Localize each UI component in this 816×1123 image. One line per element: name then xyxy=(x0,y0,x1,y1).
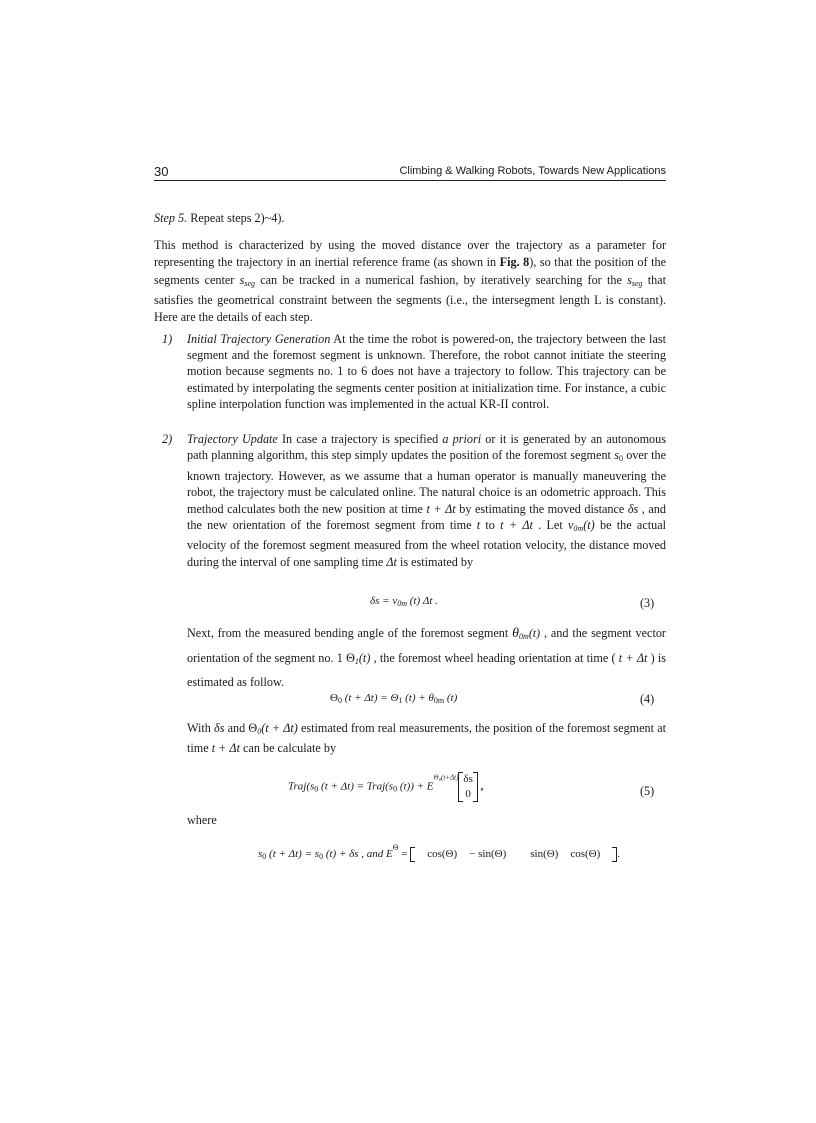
list-item-text: At the time the robot is powered-on, the trajectory between the last segment and the foremost segment is unknown. Therefore, the robot cannot initiate the steering motion because segments no. 1 to 6 does not have a trajectory to follow. This trajectory can be estimated by interpolating the segments center position at initialization time. For instance, a cubic spline interpolation function was implemented in the actual KR-II control. xyxy=(187,332,666,411)
text-run: ), so that the position of the segments center xyxy=(154,255,666,287)
step-5-paragraph xyxy=(154,210,666,227)
text-run: estimated from real measurements, the position of the foremost segment at time xyxy=(187,721,666,755)
step-5-text: Repeat steps 2)~4). xyxy=(190,211,285,225)
symbol-dt: Δt xyxy=(386,554,397,569)
list-number: 2) xyxy=(162,432,173,446)
symbol-ds: δs xyxy=(627,501,639,516)
symbol-theta1: $\Theta_1(t)$ xyxy=(346,650,371,666)
equation-4: $\Theta_0$ $(t + \Delta t) = \Theta_1$ $(t) + \theta_{0m}$ (t) xyxy=(330,692,458,705)
running-title: Climbing & Walking Robots, Towards New Applications xyxy=(399,165,666,177)
text-run: This method is characterized by using the moved distance over the trajectory as a parameter for representing the trajectory in an inertial reference frame (as shown in xyxy=(154,238,666,270)
symbol-ds: δs xyxy=(214,721,225,735)
text-run: In case a trajectory is specified xyxy=(277,432,443,446)
text-run: Next, from the measured bending angle of the foremost segment xyxy=(187,626,513,640)
method-paragraph xyxy=(154,237,666,326)
text-run: to xyxy=(480,518,501,533)
a-priori: a priori xyxy=(442,432,482,446)
text-run: by estimating the moved distance xyxy=(455,501,628,516)
text-run: be the actual velocity of the foremost segment measured from the wheel rotation velocity, the distance moved during the interval of one sampling time xyxy=(187,518,666,569)
equation-5-number: (5) xyxy=(640,784,655,798)
fig-reference: Fig. 8 xyxy=(499,255,530,270)
list-item-title: Trajectory Update xyxy=(187,432,278,446)
list-item-2 xyxy=(154,431,666,570)
text-run: can be calculate by xyxy=(239,741,337,755)
vector-bracket: δs 0 xyxy=(458,772,477,802)
symbol-v0m: $v_{0m}(t)$ xyxy=(567,518,595,534)
equation-5: $Traj(s_0$ $(t + \Delta t) = Traj(s_0$ $(t)) + E^{\Theta_0(t+\Delta t)}$ δs 0 , xyxy=(288,773,484,800)
symbol-t-dt: t + Δt xyxy=(500,518,533,533)
equation-3: $\delta s = v_{0m}$ (t) Δt . xyxy=(370,595,438,608)
symbol-s0: $s_0$ xyxy=(614,448,623,464)
symbol-s-seg: $s_{seg}$ xyxy=(239,272,255,288)
where-label: where xyxy=(187,813,217,827)
symbol-theta0: $\Theta_0(t + \Delta t)$ xyxy=(248,721,298,736)
symbol-t: t xyxy=(476,518,481,533)
text-run: over the known trajectory. However, as we assume that a human operator is manually maneuvering the robot, the trajectory must be calculated online. The natural choice is an odometric approach. This method calculates both the new position at time xyxy=(187,448,666,516)
running-header xyxy=(154,164,666,181)
equation-3-number: (3) xyxy=(640,596,655,610)
page-number: 30 xyxy=(154,164,169,179)
text-run: can be tracked in a numerical fashion, by iteratively searching for the xyxy=(255,272,628,287)
equation-rotation-matrix: $s_0$ $(t + \Delta t) = s_0$ (t) + δs , and $E^\Theta = \cos(\Theta)$ − sin(Θ) sin(Θ) cos(Θ) . xyxy=(258,843,621,861)
text-run: ) is estimated as follow. xyxy=(187,650,666,690)
text-run: . Let xyxy=(532,518,568,533)
list-item-title: Initial Trajectory Generation xyxy=(187,332,331,346)
text-run: is estimated by xyxy=(396,554,474,569)
list-item-1 xyxy=(154,331,666,412)
symbol-t-dt: t + Δt xyxy=(426,501,456,516)
list-number: 1) xyxy=(162,332,173,346)
text-run: , the foremost wheel heading orientation at time ( xyxy=(370,650,619,665)
text-run: With xyxy=(187,721,215,735)
bending-angle-paragraph xyxy=(187,623,666,693)
matrix-bracket: cos(Θ) − sin(Θ) sin(Θ) cos(Θ) xyxy=(410,847,617,862)
text-run: or it is generated by an autonomous path planning algorithm, this step simply updates the position of the foremost segment xyxy=(187,432,666,463)
text-run: , and the segment vector orientation of the segment no. 1 xyxy=(187,626,666,665)
position-paragraph xyxy=(187,720,666,757)
symbol-s-seg: $s_{seg}$ xyxy=(627,272,643,288)
step-5-label: Step 5. xyxy=(154,211,188,225)
equation-4-number: (4) xyxy=(640,692,655,706)
symbol-theta0m: $\theta_{0m}(t)$ xyxy=(512,626,541,641)
text-run: and xyxy=(224,721,249,735)
symbol-t-dt: t + Δt xyxy=(618,650,648,665)
text-run: that satisfies the geometrical constraint between the segments (i.e., the intersegment length L is constant). Here are the details of each step. xyxy=(154,272,666,325)
text-run: , and the new orientation of the foremost segment from time xyxy=(187,501,666,533)
symbol-t-dt: t + Δt xyxy=(211,741,240,755)
